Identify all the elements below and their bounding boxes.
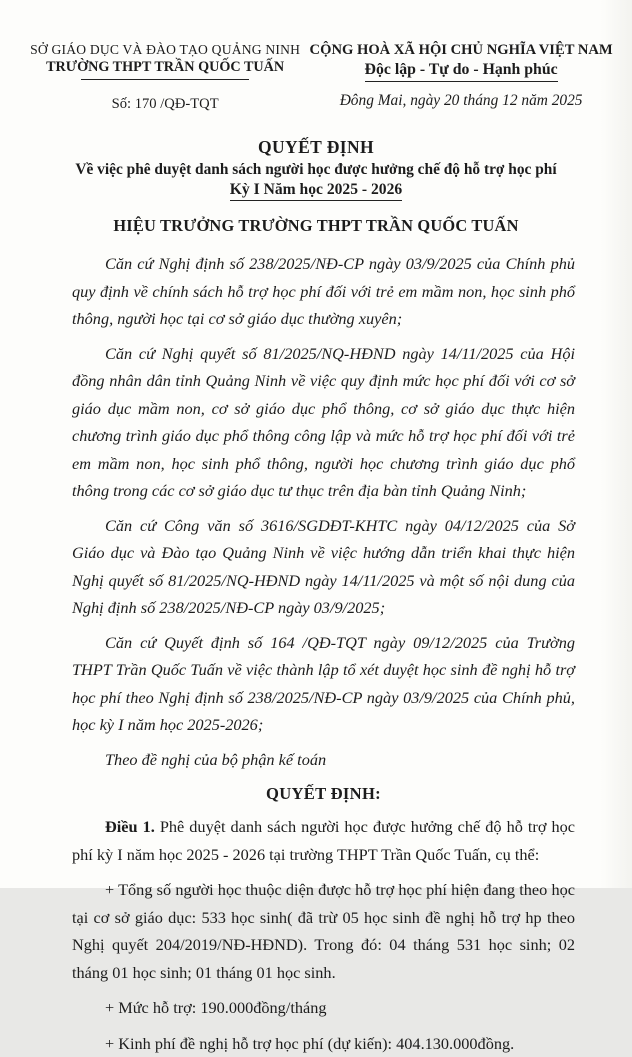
org-name-underline [81,79,249,80]
decision-heading: QUYẾT ĐỊNH: [72,784,575,804]
article-1-label: Điều 1. [105,817,155,836]
national-motto: Độc lập - Tự do - Hạnh phúc [365,61,558,82]
document-subject: Về việc phê duyệt danh sách người học được hưởng chế độ hỗ trợ học phí [30,161,602,179]
preamble-paragraph: Căn cứ Công văn số 3616/SGDĐT-KHTC ngày 04/12/2025 của Sở Giáo dục và Đào tạo Quảng Ninh về việc hướng dẫn triển khai thực hiện Nghị quyết số 81/2025/NQ-HĐND ngày 14/11/2025 và một số nội dung của Nghị định số 238/2025/NĐ-CP ngày 03/9/2025; [72,512,575,622]
org-parent-name: SỞ GIÁO DỤC VÀ ĐÀO TẠO QUẢNG NINH [26,42,304,58]
article-1-items [72,876,575,1057]
preamble-paragraph: Căn cứ Nghị quyết số 81/2025/NQ-HĐND ngày 14/11/2025 của Hội đồng nhân dân tỉnh Quảng Ninh về việc quy định mức học phí đối với cơ sở giáo dục mầm non, cơ sở giáo dục phổ thông, cơ sở giáo dục thực hiện chương trình giáo dục phổ thông công lập và mức hỗ trợ học phí đối với trẻ em mầm non, học sinh phổ thông, người học chương trình giáo dục phổ thông trong các cơ sở giáo dục tư thục trên địa bàn tỉnh Quảng Ninh; [72,340,575,505]
place-date-line: Đông Mai, ngày 20 tháng 12 năm 2025 [304,92,618,110]
article-1 [72,813,575,1057]
preamble-section [72,250,575,773]
title-block [0,137,632,236]
national-title: CỘNG HOÀ XÃ HỘI CHỦ NGHĨA VIỆT NAM [304,42,618,59]
preamble-paragraph: Căn cứ Nghị định số 238/2025/NĐ-CP ngày 03/9/2025 của Chính phủ quy định về chính sách hỗ trợ học phí đối với trẻ em mầm non, học sinh phổ thông, người học tại cơ sở giáo dục thường xuyên; [72,250,575,333]
national-motto-block [304,42,618,113]
issuing-authority: HIỆU TRƯỞNG TRƯỜNG THPT TRẦN QUỐC TUẤN [30,216,602,236]
national-motto-row [304,61,618,82]
term-row [30,181,602,201]
document-header [0,0,632,113]
org-name: TRƯỜNG THPT TRẦN QUỐC TUẤN [26,59,304,76]
article-1-item: + Kinh phí đề nghị hỗ trợ học phí (dự kiến): 404.130.000đồng. [72,1030,575,1057]
article-1-text: Phê duyệt danh sách người học được hưởng chế độ hỗ trợ học phí kỳ I năm học 2025 - 2026 tại trường THPT Trần Quốc Tuấn, cụ thể: [72,817,575,864]
term-label: Kỳ I Năm học 2025 - 2026 [230,181,402,201]
document-body [0,236,632,1057]
proposal-line: Theo đề nghị của bộ phận kế toán [72,746,575,774]
issuing-org-block [26,42,304,113]
article-1-item: + Mức hỗ trợ: 190.000đồng/tháng [72,994,575,1022]
document-title: QUYẾT ĐỊNH [30,137,602,158]
article-1-item: + Tổng số người học thuộc diện được hỗ trợ học phí hiện đang theo học tại cơ sở giáo dục: 533 học sinh( đã trừ 05 học sinh đề nghị hỗ trợ hp theo Nghị quyết 204/2019/NĐ-HĐND). Trong đó: 04 tháng 531 học sinh; 02 tháng 01 học sinh; 01 tháng 01 học sinh. [72,876,575,986]
preamble-paragraph: Căn cứ Quyết định số 164 /QĐ-TQT ngày 09/12/2025 của Trường THPT Trần Quốc Tuấn về việc thành lập tổ xét duyệt học sinh đề nghị hỗ trợ học phí theo Nghị định số 238/2025/NĐ-CP ngày 03/9/2025 của Chính phủ, học kỳ I năm học 2025-2026; [72,629,575,739]
article-1-paragraph [72,813,575,868]
document-number: Số: 170 /QĐ-TQT [26,96,304,113]
